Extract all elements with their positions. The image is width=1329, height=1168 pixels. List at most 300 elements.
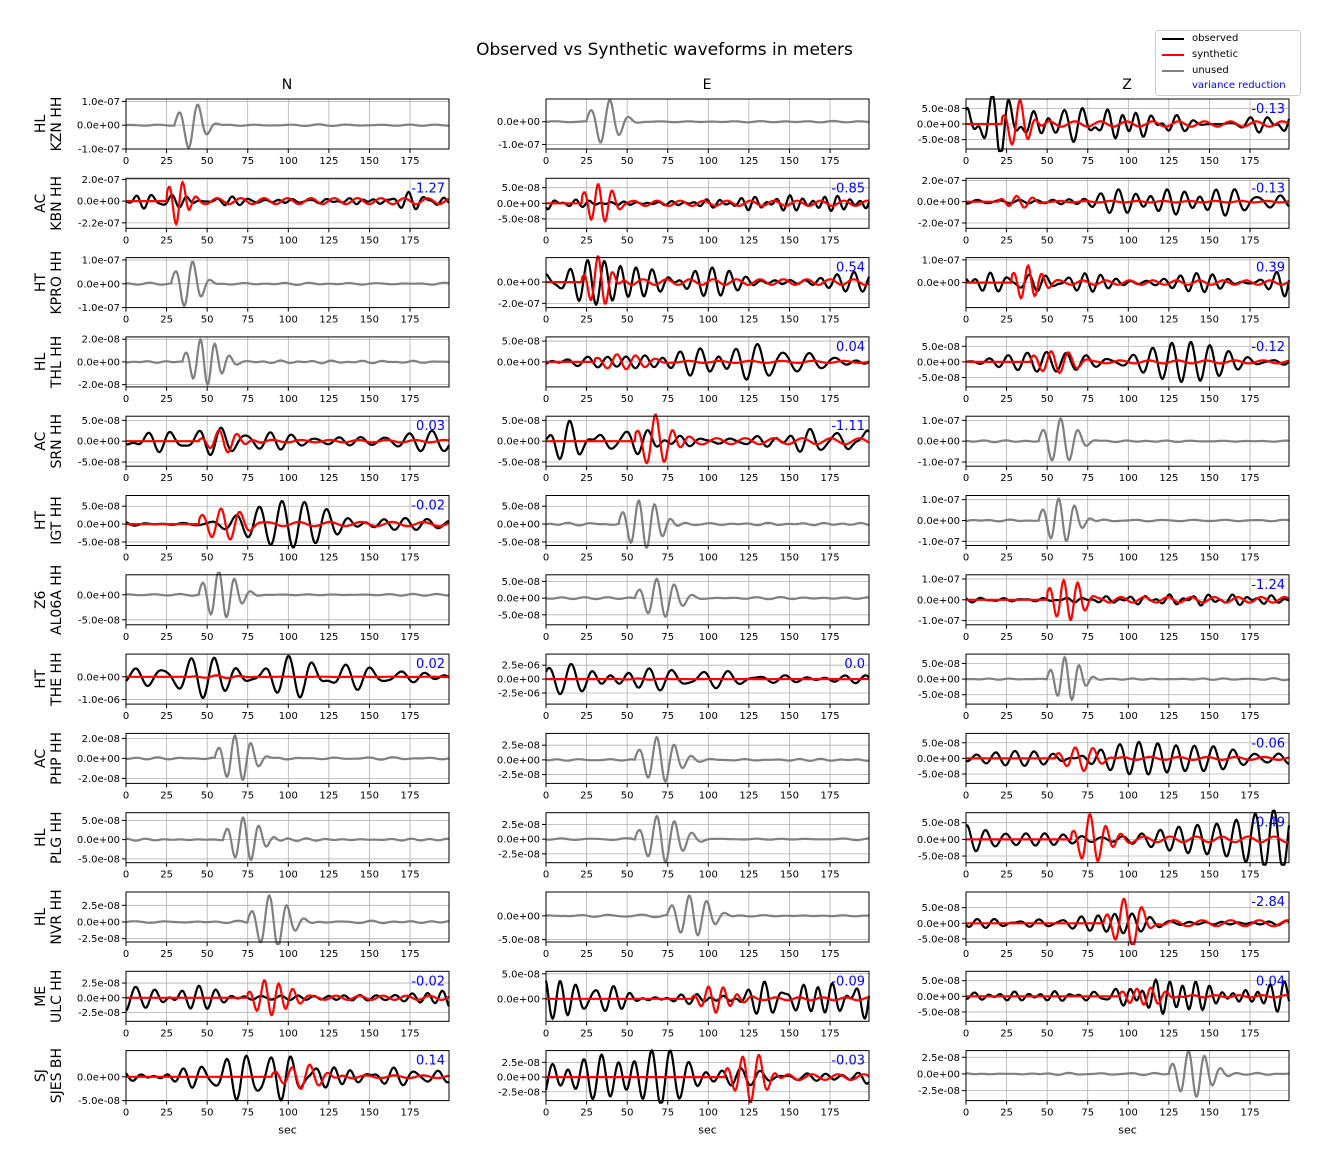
x-tick-label: 75 (661, 1028, 675, 1040)
x-tick-label: 150 (779, 949, 800, 960)
synthetic-trace (126, 675, 449, 678)
station-row (33, 251, 1289, 326)
x-tick-label: 125 (1159, 949, 1179, 960)
synthetic-trace (126, 430, 449, 452)
x-tick-label: 175 (1240, 314, 1260, 326)
x-tick-label: 100 (698, 473, 718, 485)
panel-frame (546, 496, 869, 546)
x-tick-label: 125 (319, 314, 339, 326)
station-network-label: HT (33, 510, 49, 531)
y-tick-label: -1.0e-07 (78, 303, 120, 315)
x-tick-label: 175 (1240, 393, 1260, 405)
x-tick-label: 175 (1240, 949, 1260, 960)
station-name-label: PHP HH (49, 731, 65, 785)
x-tick-label: 150 (779, 711, 800, 723)
y-tick-label: -2.5e-08 (78, 1007, 120, 1019)
x-tick-label: 50 (1040, 949, 1054, 960)
variance-reduction-label: -0.13 (1251, 102, 1285, 117)
waveform-panel (917, 1051, 1289, 1137)
x-tick-label: 100 (278, 949, 298, 960)
y-tick-label: 0.0e+00 (76, 436, 120, 448)
y-tick-label: 5.0e-08 (81, 415, 120, 427)
waveform-panel (917, 811, 1289, 881)
y-tick-label: 0.0e+00 (916, 1069, 960, 1081)
x-tick-label: 0 (962, 1028, 970, 1040)
unused-trace (126, 736, 449, 780)
waveform-panel (497, 575, 869, 643)
x-tick-label: 175 (1240, 869, 1260, 881)
legend-item-synthetic (1162, 48, 1238, 62)
station-network-label: SJ (33, 1069, 49, 1083)
x-tick-label: 150 (359, 552, 380, 564)
x-tick-label: 100 (278, 235, 298, 247)
waveform-panel (497, 813, 869, 881)
x-tick-label: 75 (241, 393, 255, 405)
x-axis-label: sec (1118, 1123, 1137, 1137)
variance-reduction-label: -0.49 (1251, 815, 1285, 831)
unused-trace (126, 818, 449, 860)
x-tick-label: 25 (1000, 473, 1013, 485)
x-tick-label: 0 (122, 949, 130, 960)
x-tick-label: 0 (542, 631, 550, 643)
x-tick-label: 125 (1159, 1028, 1179, 1040)
waveform-panel (497, 178, 869, 246)
x-tick-label: 125 (319, 473, 339, 485)
x-tick-label: 125 (1159, 631, 1179, 643)
x-tick-label: 0 (962, 156, 970, 167)
waveform-panel (77, 255, 449, 325)
x-tick-label: 100 (698, 1107, 718, 1119)
y-tick-label: 0.0e+00 (76, 196, 120, 208)
station-name-label: AL06A HH (49, 564, 65, 635)
x-tick-label: 100 (278, 156, 298, 167)
y-tick-label: 1.0e-07 (921, 415, 960, 427)
y-tick-label: 0.0e+00 (496, 277, 540, 289)
variance-reduction-label: -0.06 (1251, 736, 1285, 752)
x-tick-label: 50 (620, 1107, 634, 1119)
x-tick-label: 175 (400, 1028, 420, 1040)
variance-reduction-label: -1.24 (1251, 577, 1285, 593)
y-tick-label: -5.0e-08 (78, 854, 120, 866)
x-tick-label: 50 (200, 949, 214, 960)
x-tick-label: 175 (820, 869, 840, 881)
x-tick-label: 75 (661, 631, 675, 643)
x-tick-label: 75 (661, 552, 675, 564)
x-tick-label: 75 (1081, 1107, 1095, 1119)
x-tick-label: 150 (1199, 790, 1220, 802)
x-tick-label: 0 (962, 314, 970, 326)
x-tick-label: 100 (278, 790, 298, 802)
x-tick-label: 125 (739, 790, 759, 802)
y-tick-label: -5.0e-08 (498, 610, 540, 622)
x-tick-label: 150 (779, 473, 800, 485)
y-tick-label: -2.5e-08 (498, 849, 540, 861)
station-name-label: ULC HH (49, 969, 65, 1023)
y-tick-label: 2.0e-07 (921, 175, 960, 187)
x-tick-label: 75 (661, 790, 675, 802)
y-tick-label: 0.0e+00 (916, 834, 960, 846)
x-tick-label: 25 (160, 869, 173, 881)
waveform-panel (497, 1050, 869, 1136)
x-tick-label: 25 (160, 473, 173, 485)
unused-trace (126, 105, 449, 148)
waveform-panel (497, 654, 869, 722)
x-tick-label: 75 (661, 235, 675, 247)
y-tick-label: -5.0e-08 (918, 690, 960, 702)
x-tick-label: 25 (580, 156, 593, 167)
x-tick-label: 75 (1081, 235, 1095, 247)
x-tick-label: 75 (241, 156, 255, 167)
x-tick-label: 100 (1118, 1107, 1138, 1119)
x-tick-label: 75 (241, 552, 255, 564)
x-tick-label: 25 (160, 393, 173, 405)
x-tick-label: 150 (1199, 473, 1220, 485)
x-tick-label: 0 (542, 235, 550, 247)
x-tick-label: 50 (200, 1107, 214, 1119)
x-tick-label: 25 (1000, 1028, 1013, 1040)
x-tick-label: 125 (739, 156, 759, 167)
x-tick-label: 50 (200, 235, 214, 247)
legend-label-unused: unused (1192, 65, 1229, 76)
y-tick-label: 2.5e-08 (501, 740, 540, 752)
x-tick-label: 0 (962, 790, 970, 802)
x-tick-label: 125 (739, 473, 759, 485)
column-title-e: E (702, 77, 712, 93)
x-tick-label: 25 (160, 235, 173, 247)
waveform-panel (917, 574, 1289, 642)
x-tick-label: 100 (698, 949, 718, 960)
x-tick-label: 25 (580, 949, 593, 960)
station-row (33, 732, 1289, 801)
y-tick-label: 0.0e+00 (76, 519, 120, 531)
station-network-label: HL (33, 828, 49, 847)
y-tick-label: 2.0e-08 (81, 733, 120, 745)
x-tick-label: 75 (1081, 949, 1095, 960)
x-tick-label: 0 (122, 790, 130, 802)
x-tick-label: 125 (1159, 711, 1179, 723)
x-tick-label: 75 (1081, 869, 1095, 881)
variance-reduction-label: 0.04 (1256, 974, 1285, 990)
y-tick-label: 2.5e-08 (501, 819, 540, 831)
x-tick-label: 75 (1081, 631, 1095, 643)
waveform-panel (917, 495, 1289, 563)
station-network-label: AC (33, 431, 49, 451)
y-tick-label: 5.0e-08 (921, 976, 960, 988)
station-row (33, 97, 1289, 167)
x-tick-label: 25 (580, 314, 593, 326)
legend-item-observed (1162, 32, 1238, 46)
x-tick-label: 100 (278, 473, 298, 485)
x-tick-label: 0 (542, 1028, 550, 1040)
x-tick-label: 150 (779, 631, 800, 643)
x-tick-label: 50 (200, 869, 214, 881)
x-tick-label: 100 (698, 711, 718, 723)
y-tick-label: 0.0e+00 (76, 917, 120, 929)
x-tick-label: 0 (962, 235, 970, 247)
x-tick-label: 125 (1159, 869, 1179, 881)
y-tick-label: -5.0e-08 (498, 935, 540, 947)
x-tick-label: 25 (160, 552, 173, 564)
y-tick-label: 0.0e+00 (76, 590, 120, 602)
x-tick-label: 150 (779, 1028, 800, 1040)
x-tick-label: 50 (200, 314, 214, 326)
legend-swatch-unused (1162, 70, 1184, 72)
x-tick-label: 25 (580, 869, 593, 881)
x-tick-label: 125 (1159, 235, 1179, 247)
x-tick-label: 0 (542, 552, 550, 564)
x-tick-label: 125 (1159, 790, 1179, 802)
panel-frame (126, 575, 449, 625)
x-tick-label: 75 (241, 314, 255, 326)
x-tick-label: 25 (160, 156, 173, 167)
station-network-label: HL (33, 114, 49, 134)
x-tick-label: 75 (661, 156, 675, 167)
x-tick-label: 75 (1081, 393, 1095, 405)
variance-reduction-label: -1.11 (831, 419, 865, 435)
x-tick-label: 150 (1199, 314, 1220, 326)
x-tick-label: 125 (319, 552, 339, 564)
x-tick-label: 75 (1081, 156, 1095, 167)
variance-reduction-label: 0.0 (844, 657, 865, 673)
x-axis-label: sec (278, 1123, 297, 1137)
x-tick-label: 0 (542, 949, 550, 960)
variance-reduction-label: -0.85 (831, 181, 865, 197)
x-tick-label: 0 (122, 314, 130, 326)
x-tick-label: 125 (1159, 552, 1179, 564)
x-tick-label: 150 (1199, 1028, 1220, 1040)
x-tick-label: 25 (1000, 552, 1013, 564)
variance-reduction-label: 0.04 (836, 339, 865, 355)
x-tick-label: 50 (200, 473, 214, 485)
x-tick-label: 50 (200, 631, 214, 643)
x-tick-label: 100 (278, 631, 298, 643)
x-tick-label: 25 (160, 314, 173, 326)
y-tick-label: 2.5e-08 (81, 900, 120, 912)
x-tick-label: 50 (1040, 869, 1054, 881)
x-tick-label: 75 (1081, 473, 1095, 485)
x-tick-label: 0 (962, 1107, 970, 1119)
x-tick-label: 75 (661, 473, 675, 485)
x-tick-label: 25 (1000, 790, 1013, 802)
x-tick-label: 100 (698, 314, 718, 326)
x-tick-label: 75 (241, 235, 255, 247)
x-tick-label: 150 (359, 1107, 380, 1119)
y-tick-label: 2.0e-08 (81, 334, 120, 346)
waveform-panel (77, 175, 449, 246)
x-tick-label: 75 (1081, 552, 1095, 564)
x-tick-label: 75 (661, 711, 675, 723)
x-tick-label: 25 (160, 790, 173, 802)
y-tick-label: -5.0e-08 (78, 615, 120, 627)
x-tick-label: 175 (400, 949, 420, 960)
x-tick-label: 150 (359, 790, 380, 802)
x-tick-label: 175 (400, 790, 420, 802)
y-tick-label: 5.0e-08 (921, 341, 960, 353)
y-tick-label: 0.0e+00 (916, 595, 960, 607)
y-tick-label: 2.5e-06 (501, 660, 540, 672)
y-tick-label: -5.0e-08 (498, 457, 540, 469)
x-tick-label: 0 (122, 869, 130, 881)
x-tick-label: 0 (122, 711, 130, 723)
waveform-panel (917, 892, 1289, 960)
y-tick-label: 0.0e+00 (496, 755, 540, 767)
station-name-label: THL HH (49, 335, 65, 389)
x-tick-label: 175 (1240, 631, 1260, 643)
x-tick-label: 100 (278, 1107, 298, 1119)
y-tick-label: 1.0e-07 (81, 96, 120, 108)
station-network-label: HL (33, 352, 49, 372)
y-tick-label: 5.0e-08 (921, 738, 960, 750)
y-tick-label: 5.0e-08 (921, 818, 960, 830)
station-row (33, 652, 1289, 722)
station-row (33, 495, 1289, 563)
x-tick-label: 150 (359, 314, 380, 326)
station-network-label: AC (33, 748, 49, 768)
x-tick-label: 75 (241, 1028, 255, 1040)
x-tick-label: 0 (122, 1107, 130, 1119)
unused-trace (126, 896, 449, 944)
x-tick-label: 0 (542, 869, 550, 881)
x-tick-label: 75 (241, 711, 255, 723)
x-tick-label: 100 (278, 552, 298, 564)
x-tick-label: 150 (1199, 711, 1220, 723)
x-tick-label: 75 (241, 790, 255, 802)
x-tick-label: 100 (1118, 473, 1138, 485)
x-tick-label: 125 (739, 949, 759, 960)
x-tick-label: 75 (661, 314, 675, 326)
waveform-panel (77, 97, 449, 167)
station-network-label: HT (33, 273, 49, 293)
x-tick-label: 125 (319, 631, 339, 643)
x-tick-label: 0 (122, 473, 130, 485)
station-network-label: Z6 (33, 590, 49, 610)
x-tick-label: 50 (620, 552, 634, 564)
y-tick-label: -1.0e-06 (78, 695, 120, 707)
y-tick-label: 0.0e+00 (496, 357, 540, 369)
x-tick-label: 100 (1118, 790, 1138, 802)
x-tick-label: 0 (542, 1107, 550, 1119)
panel-frame (126, 971, 449, 1021)
y-tick-label: -2.5e-06 (498, 688, 540, 700)
x-tick-label: 0 (122, 631, 130, 643)
station-name-label: THE HH (49, 652, 65, 706)
x-tick-label: 175 (400, 393, 420, 405)
waveform-panel (77, 733, 449, 801)
y-tick-label: 5.0e-08 (501, 415, 540, 427)
y-tick-label: 0.0e+00 (916, 918, 960, 930)
variance-reduction-label: 0.02 (416, 657, 445, 673)
x-tick-label: 175 (400, 1107, 420, 1119)
x-tick-label: 150 (1199, 235, 1220, 247)
y-tick-label: 0.0e+00 (916, 991, 960, 1003)
x-tick-label: 50 (200, 393, 214, 405)
x-tick-label: 150 (359, 1028, 380, 1040)
waveform-panel (917, 255, 1289, 325)
x-tick-label: 50 (1040, 473, 1054, 485)
x-tick-label: 150 (359, 949, 380, 960)
y-tick-label: -2.2e-07 (78, 218, 120, 230)
x-tick-label: 25 (1000, 949, 1013, 960)
waveform-panel (77, 416, 449, 484)
x-tick-label: 25 (1000, 711, 1013, 723)
x-tick-label: 100 (278, 711, 298, 723)
x-tick-label: 75 (1081, 790, 1095, 802)
x-tick-label: 50 (1040, 1107, 1054, 1119)
x-tick-label: 175 (1240, 235, 1260, 247)
station-name-label: SJES BH (49, 1047, 65, 1104)
y-tick-label: 0.0e+00 (916, 436, 960, 448)
x-tick-label: 50 (620, 473, 634, 485)
x-tick-label: 75 (1081, 1028, 1095, 1040)
y-tick-label: -5.0e-08 (78, 1096, 120, 1108)
station-row (33, 1048, 1289, 1137)
x-tick-label: 25 (1000, 393, 1013, 405)
x-tick-label: 100 (278, 393, 298, 405)
x-tick-label: 175 (820, 790, 840, 802)
synthetic-trace (966, 351, 1289, 373)
x-tick-label: 100 (1118, 393, 1138, 405)
x-tick-label: 0 (542, 711, 550, 723)
waveform-panel (917, 971, 1289, 1039)
x-tick-label: 50 (1040, 631, 1054, 643)
x-tick-label: 175 (820, 1028, 840, 1040)
x-tick-label: 25 (160, 1107, 173, 1119)
x-tick-label: 175 (1240, 790, 1260, 802)
station-network-label: HL (33, 907, 49, 927)
station-row (33, 175, 1289, 246)
y-tick-label: -2.0e-07 (918, 218, 960, 230)
x-tick-label: 125 (319, 869, 339, 881)
synthetic-trace (966, 899, 1289, 944)
x-tick-label: 150 (1199, 393, 1220, 405)
x-tick-label: 175 (1240, 711, 1260, 723)
x-tick-label: 0 (962, 631, 970, 643)
y-tick-label: -2.0e-08 (78, 380, 120, 392)
x-tick-label: 25 (580, 790, 593, 802)
x-tick-label: 175 (820, 393, 840, 405)
x-tick-label: 125 (319, 393, 339, 405)
waveform-panel (497, 257, 869, 326)
y-tick-label: 0.0e+00 (76, 993, 120, 1005)
waveform-panel (497, 496, 869, 564)
x-tick-label: 25 (1000, 1107, 1013, 1119)
panel-frame (126, 892, 449, 942)
y-tick-label: 0.0e+00 (496, 674, 540, 686)
x-tick-label: 150 (359, 631, 380, 643)
x-tick-label: 125 (319, 949, 339, 960)
x-tick-label: 100 (698, 1028, 718, 1040)
x-tick-label: 50 (200, 1028, 214, 1040)
x-tick-label: 125 (739, 314, 759, 326)
x-tick-label: 100 (1118, 314, 1138, 326)
x-tick-label: 125 (739, 869, 759, 881)
y-tick-label: 0.0e+00 (916, 197, 960, 209)
x-tick-label: 75 (661, 393, 675, 405)
x-tick-label: 50 (620, 949, 634, 960)
x-tick-label: 100 (278, 1028, 298, 1040)
x-tick-label: 0 (542, 790, 550, 802)
waveform-panel (497, 337, 869, 405)
x-tick-label: 0 (962, 949, 970, 960)
x-tick-label: 175 (820, 949, 840, 960)
x-tick-label: 150 (779, 235, 800, 247)
x-tick-label: 125 (1159, 156, 1179, 167)
y-tick-label: 0.0e+00 (496, 436, 540, 448)
x-tick-label: 150 (359, 711, 380, 723)
x-tick-label: 50 (620, 631, 634, 643)
x-tick-label: 50 (1040, 711, 1054, 723)
x-tick-label: 175 (400, 552, 420, 564)
